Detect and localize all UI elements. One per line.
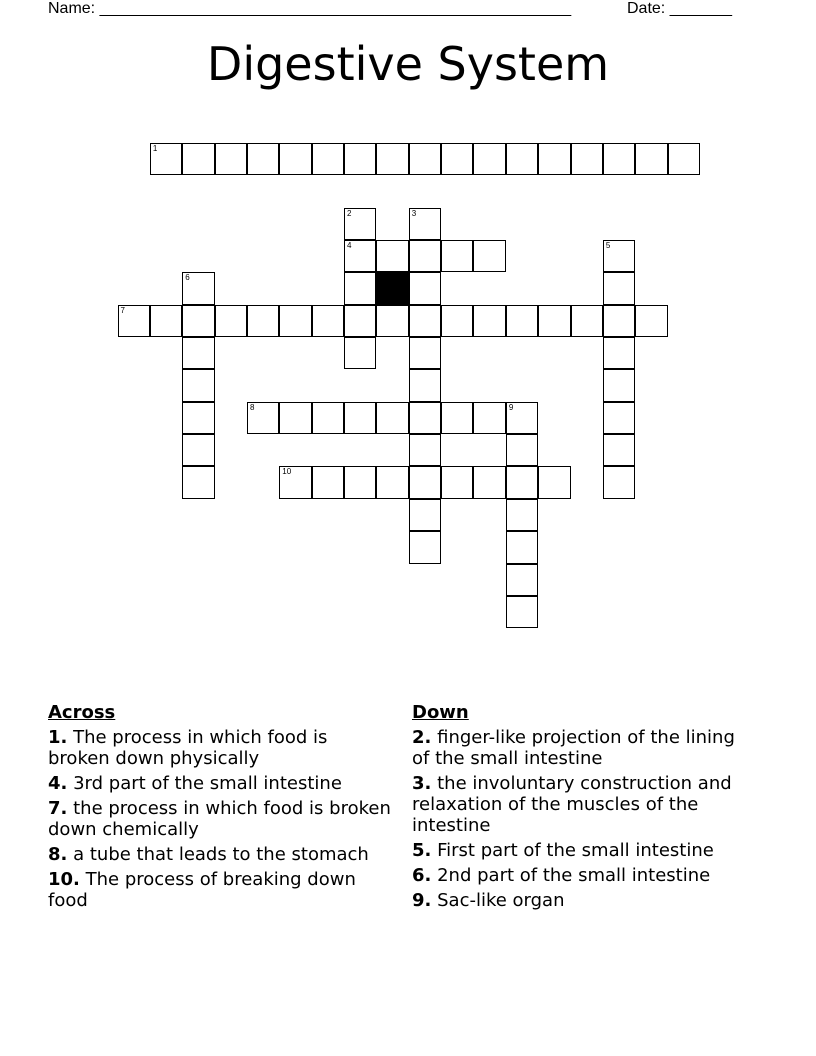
grid-cell[interactable] [182, 466, 214, 498]
grid-cell[interactable] [473, 305, 505, 337]
grid-cell[interactable] [506, 305, 538, 337]
grid-cell[interactable] [506, 434, 538, 466]
grid-cell[interactable] [376, 402, 408, 434]
grid-cell[interactable] [182, 305, 214, 337]
grid-cell[interactable] [182, 434, 214, 466]
grid-cell[interactable] [603, 402, 635, 434]
grid-cell[interactable] [506, 402, 538, 434]
cell-number: 7 [120, 305, 125, 315]
grid-cell[interactable] [538, 305, 570, 337]
grid-cell[interactable] [344, 337, 376, 369]
grid-cell[interactable] [279, 143, 311, 175]
grid-cell[interactable] [376, 240, 408, 272]
grid-cell[interactable] [506, 499, 538, 531]
grid-cell[interactable] [635, 305, 667, 337]
clue-text: The process in which food is broken down physically [48, 727, 328, 769]
clue-text: the involuntary construction and relaxation of the muscles of the intestine [412, 773, 732, 836]
grid-cell[interactable] [603, 466, 635, 498]
grid-cell[interactable] [538, 143, 570, 175]
grid-cell[interactable] [538, 466, 570, 498]
clue-number: 10. [48, 869, 80, 890]
grid-cell[interactable] [409, 240, 441, 272]
grid-cell[interactable] [344, 208, 376, 240]
grid-cell[interactable] [603, 272, 635, 304]
clue-text: Sac-like organ [437, 890, 565, 911]
grid-cell[interactable] [409, 434, 441, 466]
grid-cell[interactable] [409, 466, 441, 498]
grid-cell[interactable] [506, 531, 538, 563]
across-clues [48, 702, 393, 915]
grid-cell[interactable] [182, 272, 214, 304]
grid-cell[interactable] [409, 208, 441, 240]
grid-cell[interactable] [571, 305, 603, 337]
cell-number: 5 [605, 240, 611, 250]
grid-cell[interactable] [409, 531, 441, 563]
grid-cell[interactable] [376, 305, 408, 337]
clue-number: 1. [48, 727, 68, 748]
clue-number: 3. [412, 773, 432, 794]
grid-cell[interactable] [603, 240, 635, 272]
grid-cell[interactable] [409, 143, 441, 175]
grid-cell[interactable] [182, 402, 214, 434]
clue-number: 5. [412, 840, 432, 861]
grid-cell[interactable] [118, 305, 150, 337]
grid-cell[interactable] [344, 240, 376, 272]
clue-number: 8. [48, 844, 68, 865]
across-clue [48, 798, 393, 840]
clue-text: First part of the small intestine [437, 840, 714, 861]
grid-cell[interactable] [441, 466, 473, 498]
clue-text: finger-like projection of the lining of the small intestine [412, 727, 735, 769]
grid-cell[interactable] [473, 240, 505, 272]
cell-number: 2 [347, 208, 352, 218]
grid-cell[interactable] [312, 402, 344, 434]
grid-cell[interactable] [247, 305, 279, 337]
grid-cell[interactable] [150, 305, 182, 337]
grid-cell[interactable] [376, 143, 408, 175]
grid-cell[interactable] [312, 143, 344, 175]
cell-number: 1 [152, 143, 158, 153]
grid-cell[interactable] [312, 305, 344, 337]
across-clue [48, 844, 393, 865]
cell-number: 4 [347, 240, 352, 250]
down-heading: Down [412, 702, 469, 723]
grid-cell[interactable] [506, 564, 538, 596]
down-clue [412, 840, 757, 861]
grid-cell[interactable] [344, 305, 376, 337]
grid-cell[interactable] [441, 143, 473, 175]
grid-cell[interactable] [603, 337, 635, 369]
grid-cell[interactable] [182, 337, 214, 369]
grid-cell[interactable] [279, 305, 311, 337]
date-field-line: Date: _______ [627, 0, 732, 17]
down-clue [412, 727, 757, 769]
grid-cell[interactable] [441, 240, 473, 272]
grid-cell[interactable] [182, 143, 214, 175]
grid-cell[interactable] [215, 305, 247, 337]
grid-cell[interactable] [215, 143, 247, 175]
grid-cell[interactable] [571, 143, 603, 175]
grid-cell[interactable] [182, 369, 214, 401]
across-heading: Across [48, 702, 116, 723]
grid-cell[interactable] [279, 402, 311, 434]
grid-cell[interactable] [506, 143, 538, 175]
grid-cell[interactable] [473, 143, 505, 175]
page-title: Digestive System [206, 37, 610, 91]
grid-cell[interactable] [150, 143, 182, 175]
grid-cell[interactable] [344, 272, 376, 304]
down-clue [412, 890, 757, 911]
down-clue [412, 865, 757, 886]
grid-cell[interactable] [344, 402, 376, 434]
black-cell [376, 272, 408, 304]
clue-number: 4. [48, 773, 68, 794]
across-clue [48, 869, 393, 911]
across-clue [48, 773, 393, 794]
clue-text: a tube that leads to the stomach [73, 844, 369, 865]
grid-cell[interactable] [506, 466, 538, 498]
across-clue [48, 727, 393, 769]
grid-cell[interactable] [247, 402, 279, 434]
grid-cell[interactable] [409, 402, 441, 434]
grid-cell[interactable] [409, 272, 441, 304]
grid-cell[interactable] [409, 337, 441, 369]
grid-cell[interactable] [635, 143, 667, 175]
cell-number: 9 [508, 402, 514, 412]
cell-number: 3 [411, 208, 417, 218]
grid-cell[interactable] [279, 466, 311, 498]
grid-cell[interactable] [506, 596, 538, 628]
grid-cell[interactable] [409, 499, 441, 531]
grid-cell[interactable] [603, 434, 635, 466]
clue-text: 2nd part of the small intestine [437, 865, 711, 886]
cell-number: 6 [185, 273, 190, 283]
grid-cell[interactable] [247, 143, 279, 175]
clue-number: 7. [48, 798, 68, 819]
grid-cell[interactable] [441, 305, 473, 337]
grid-cell[interactable] [312, 466, 344, 498]
grid-cell[interactable] [473, 402, 505, 434]
grid-cell[interactable] [376, 466, 408, 498]
grid-cell[interactable] [441, 402, 473, 434]
clue-text: the process in which food is broken down chemically [48, 798, 391, 840]
grid-cell[interactable] [473, 466, 505, 498]
grid-cell[interactable] [668, 143, 700, 175]
name-field-line: Name: _____________________________________________________ [48, 0, 572, 17]
grid-cell[interactable] [603, 305, 635, 337]
clue-number: 9. [412, 890, 432, 911]
down-clue [412, 773, 757, 836]
cell-number: 10 [282, 467, 292, 477]
grid-cell[interactable] [603, 143, 635, 175]
grid-cell[interactable] [409, 305, 441, 337]
down-clues [412, 702, 757, 915]
grid-cell[interactable] [344, 143, 376, 175]
grid-cell[interactable] [344, 466, 376, 498]
grid-cell[interactable] [409, 369, 441, 401]
clue-text: 3rd part of the small intestine [73, 773, 342, 794]
clue-number: 2. [412, 727, 432, 748]
cell-number: 8 [249, 402, 255, 412]
clue-number: 6. [412, 865, 432, 886]
clue-text: The process of breaking down food [48, 869, 356, 911]
grid-cell[interactable] [603, 369, 635, 401]
